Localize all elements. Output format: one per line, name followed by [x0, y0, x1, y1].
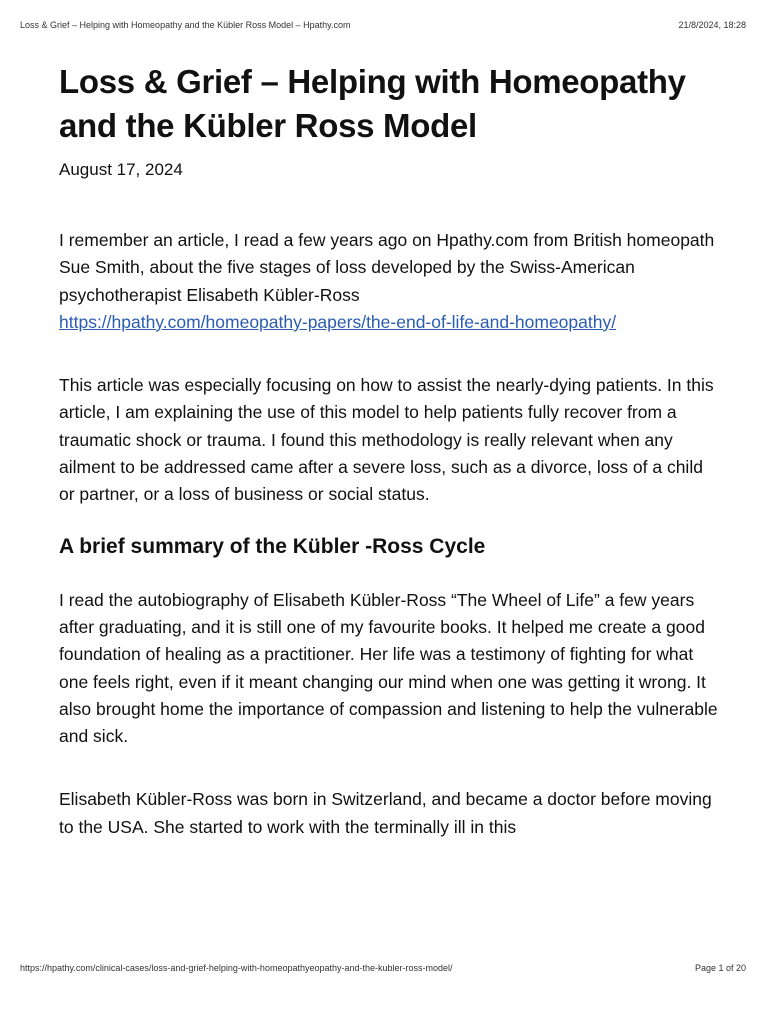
print-header-title: Loss & Grief – Helping with Homeopathy and the Kübler Ross Model – Hpathy.com [20, 20, 351, 30]
article-title: Loss & Grief – Helping with Homeopathy and the Kübler Ross Model [59, 63, 686, 144]
print-footer-page: Page 1 of 20 [694, 963, 746, 973]
paragraph-focus: This article was especially focusing on how to assist the nearly-dying patients. In this article, I am explaining the use of this model to help patients fully recover from a traumatic shock or trauma. I found this methodology is really relevant when any ailment to be addressed came after a severe loss, such as a divorce, loss of a child or partner, or a loss of business or social status. [59, 375, 714, 505]
paragraph-intro [59, 227, 719, 336]
print-header [20, 20, 746, 30]
article [59, 60, 719, 841]
print-header-datetime: 21/8/2024, 18:28 [678, 20, 746, 30]
print-footer-url: https://hpathy.com/clinical-cases/loss-and-grief-helping-with-homeopathyeopathy-and-the-kubler-ross-model/ [20, 963, 453, 973]
section-heading: A brief summary of the Kübler -Ross Cycle [59, 534, 486, 558]
paragraph-biography: Elisabeth Kübler-Ross was born in Switzerland, and became a doctor before moving to the USA. She started to work with the terminally ill in this [59, 789, 712, 837]
article-link[interactable]: https://hpathy.com/homeopathy-papers/the-end-of-life-and-homeopathy/ [59, 311, 617, 332]
paragraph-autobiography: I read the autobiography of Elisabeth Kübler-Ross “The Wheel of Life” a few years after graduating, and it is still one of my favourite books. It helped me create a good foundation of healing as a practitioner. Her life was a testimony of fighting for what one feels right, even if it meant changing our mind when one was getting it wrong. It also brought home the importance of compassion and listening to help the vulnerable and sick. [59, 589, 718, 747]
article-date: August 17, 2024 [59, 160, 183, 179]
paragraph-intro-text: I remember an article, I read a few years ago on Hpathy.com from British homeopath Sue Smith, about the five stages of loss developed by the Swiss-American psychotherapist Elisabeth Kübler-Ross [59, 230, 715, 305]
print-footer [20, 963, 746, 973]
